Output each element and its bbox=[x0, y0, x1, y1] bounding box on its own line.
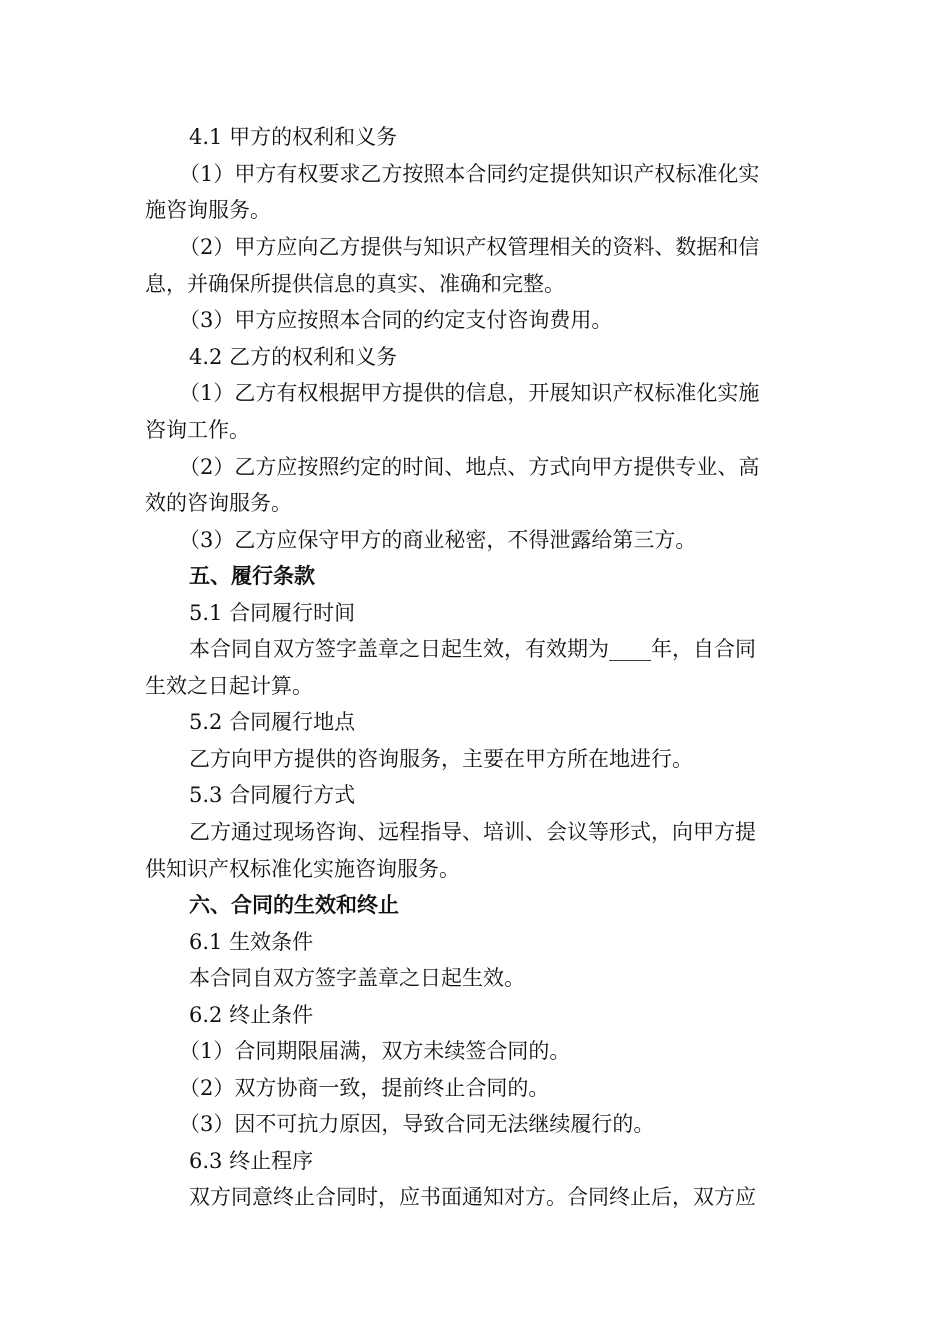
paragraph-line: （3）乙方应保守甲方的商业秘密，不得泄露给第三方。 bbox=[179, 528, 697, 552]
paragraph-line: （1）合同期限届满，双方未续签合同的。 bbox=[179, 1039, 571, 1063]
paragraph-line: （1）甲方有权要求乙方按照本合同约定提供知识产权标准化实 bbox=[179, 162, 760, 186]
section-4-2-title: 4.2 乙方的权利和义务 bbox=[189, 345, 398, 369]
section-6-3-title: 6.3 终止程序 bbox=[189, 1149, 314, 1173]
paragraph-line: （2）甲方应向乙方提供与知识产权管理相关的资料、数据和信 bbox=[179, 235, 760, 259]
paragraph-line: （2）双方协商一致，提前终止合同的。 bbox=[179, 1076, 550, 1100]
paragraph-line: 本合同自双方签字盖章之日起生效。 bbox=[189, 966, 525, 990]
paragraph-line: 双方同意终止合同时，应书面通知对方。合同终止后，双方应 bbox=[189, 1185, 756, 1209]
paragraph-line: 咨询工作。 bbox=[145, 418, 250, 442]
paragraph-line: 生效之日起计算。 bbox=[145, 674, 313, 698]
paragraph-line: 施咨询服务。 bbox=[145, 198, 271, 222]
paragraph-line: 息，并确保所提供信息的真实、准确和完整。 bbox=[145, 272, 565, 296]
paragraph-line: （3）甲方应按照本合同的约定支付咨询费用。 bbox=[179, 308, 613, 332]
section-5-3-title: 5.3 合同履行方式 bbox=[189, 783, 356, 807]
paragraph-line: 乙方向甲方提供的咨询服务，主要在甲方所在地进行。 bbox=[189, 747, 693, 771]
section-6-1-title: 6.1 生效条件 bbox=[189, 930, 314, 954]
paragraph-line: （2）乙方应按照约定的时间、地点、方式向甲方提供专业、高 bbox=[179, 455, 760, 479]
section-6-2-title: 6.2 终止条件 bbox=[189, 1003, 314, 1027]
paragraph-line: （3）因不可抗力原因，导致合同无法继续履行的。 bbox=[179, 1112, 655, 1136]
paragraph-line: 效的咨询服务。 bbox=[145, 491, 292, 515]
paragraph-line: （1）乙方有权根据甲方提供的信息，开展知识产权标准化实施 bbox=[179, 381, 760, 405]
chapter-6-heading: 六、合同的生效和终止 bbox=[189, 892, 399, 917]
paragraph-line: 供知识产权标准化实施咨询服务。 bbox=[145, 857, 460, 881]
section-5-1-title: 5.1 合同履行时间 bbox=[189, 601, 356, 625]
chapter-5-heading: 五、履行条款 bbox=[189, 563, 315, 588]
section-5-2-title: 5.2 合同履行地点 bbox=[189, 710, 356, 734]
section-4-1-title: 4.1 甲方的权利和义务 bbox=[189, 125, 398, 149]
paragraph-line: 乙方通过现场咨询、远程指导、培训、会议等形式，向甲方提 bbox=[189, 820, 756, 844]
paragraph-line: 本合同自双方签字盖章之日起生效，有效期为____年，自合同 bbox=[189, 637, 756, 661]
